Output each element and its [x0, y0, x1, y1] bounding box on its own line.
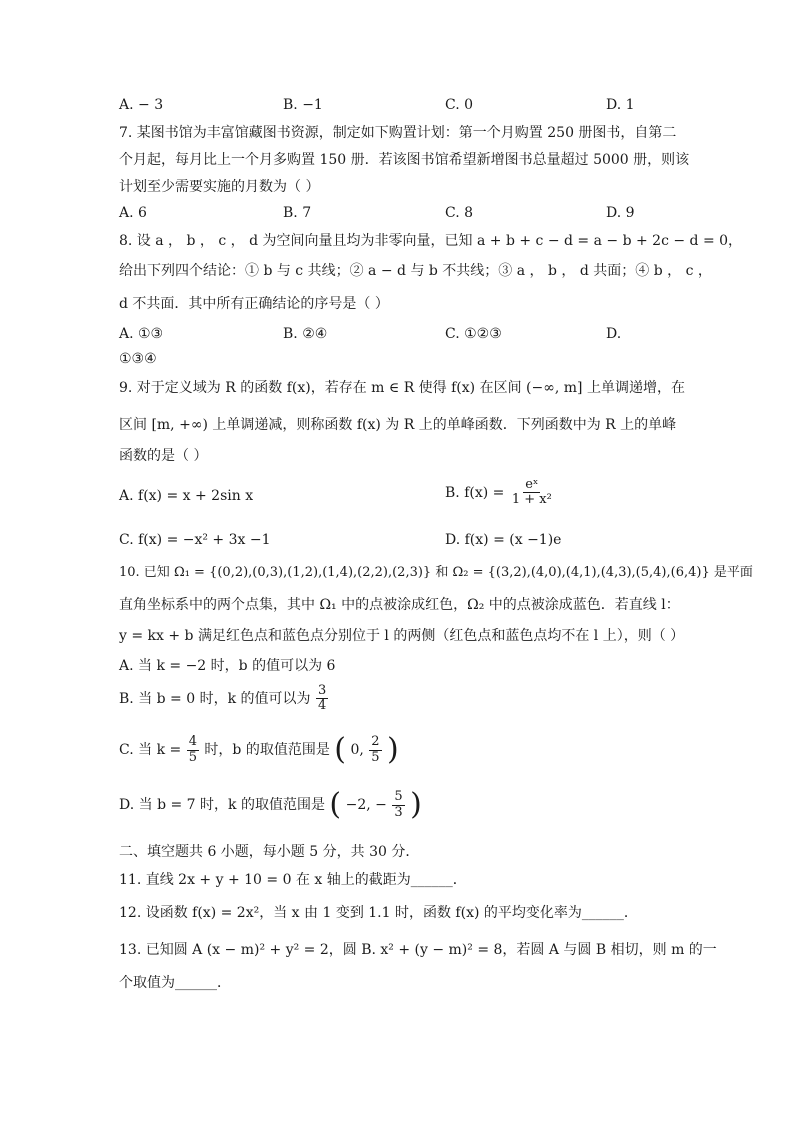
- q9-option-b: [445, 478, 555, 508]
- q7-option-b: B. 7: [283, 205, 312, 221]
- q7-line-2: 个月起，每月比上一个月多购置 150 册．若该图书馆希望新增图书总量超过 5000 册，则该: [119, 152, 690, 168]
- q8-line-2: 给出下列四个结论：① b 与 c 共线；② a − d 与 b 不共线；③ a ， b ， d 共面；④ b ， c ，: [119, 263, 712, 279]
- q10-option-a: A. 当 k = −2 时，b 的值可以为 6: [119, 658, 336, 674]
- section-2-heading: 二、填空题共 6 小题，每小题 5 分，共 30 分．: [119, 844, 420, 860]
- q10-option-c-interval-start: 0,: [350, 742, 364, 758]
- q8-option-d: D.: [606, 326, 622, 342]
- q10-option-b-denominator: 4: [317, 698, 327, 714]
- q11-line: 11. 直线 2x + y + 10 = 0 在 x 轴上的截距为______．: [119, 872, 467, 888]
- q10-line-3: y = kx + b 满足红色点和蓝色点分别位于 l 的两侧（红色点和蓝色点均不在 l 上），则（ ）: [119, 628, 685, 644]
- q10-option-c-open-paren: (: [334, 732, 347, 767]
- q9-option-b-fraction: [510, 478, 554, 508]
- q10-option-c-close-paren: ): [387, 732, 399, 767]
- q10-option-c-prefix: C. 当 k =: [119, 742, 182, 758]
- q8-option-d-continued: ①③④: [119, 351, 157, 367]
- q10-line-1: 10. 已知 Ω₁ = {(0,2),(0,3),(1,2),(1,4),(2,2),(2,3)} 和 Ω₂ = {(3,2),(4,0),(4,1),(4,3),(5,4),(6,4)} 是平面: [119, 565, 753, 580]
- q7-line-1: 7. 某图书馆为丰富馆藏图书资源，制定如下购置计划：第一个月购置 250 册图书，自第二: [119, 125, 677, 141]
- q10-option-c-middle: 时，b 的取值范围是: [204, 742, 330, 758]
- q7-option-d: D. 9: [606, 205, 635, 221]
- q9-line-1: 9. 对于定义域为 R 的函数 f(x)，若存在 m ∈ R 使得 f(x) 在区间 (−∞, m] 上单调递增，在: [119, 380, 685, 396]
- q8-line-3: d 不共面．其中所有正确结论的序号是（ ）: [119, 296, 389, 312]
- q10-option-b-fraction: [316, 684, 328, 714]
- q9-option-c: C. f(x) = −x² + 3x −1: [119, 532, 271, 548]
- q10-option-d-prefix: D. 当 b = 7 时，k 的取值范围是: [119, 797, 325, 813]
- q10-option-c-interval-denominator: 5: [371, 749, 380, 765]
- q12-line: 12. 设函数 f(x) = 2x²，当 x 由 1 变到 1.1 时，函数 f(x) 的平均变化率为______．: [119, 905, 638, 921]
- q9-option-a: A. f(x) = x + 2sin x: [119, 488, 254, 504]
- q9-option-b-denominator: 1 + x²: [511, 492, 552, 508]
- q6-option-d: D. 1: [606, 97, 635, 113]
- q10-option-d-interval-fraction: [392, 790, 404, 820]
- q10-option-c: [119, 732, 399, 767]
- q7-option-a: A. 6: [119, 205, 147, 221]
- q6-option-b: B. −1: [283, 97, 323, 113]
- q13-line-2: 个取值为______．: [119, 975, 231, 991]
- q10-option-c-interval-fraction: [369, 735, 381, 765]
- q10-option-d-interval-start: −2, −: [345, 797, 387, 813]
- q10-option-d-interval-denominator: 3: [394, 804, 403, 820]
- q10-option-d-close-paren: ): [410, 787, 422, 822]
- q6-option-c: C. 0: [445, 97, 474, 113]
- q8-line-1: 8. 设 a ， b ， c ， d 为空间向量且均为非零向量，已知 a + b + c − d = a − b + 2c − d = 0，: [119, 233, 743, 249]
- q10-option-c-interval-numerator: 2: [371, 734, 380, 750]
- q10-line-2: 直角坐标系中的两个点集，其中 Ω₁ 中的点被涂成红色，Ω₂ 中的点被涂成蓝色．若直线 l：: [119, 597, 680, 613]
- q10-option-c-k-numerator: 4: [188, 734, 197, 750]
- q10-option-c-k-fraction: [187, 735, 199, 765]
- q10-option-d: [119, 787, 422, 822]
- q10-option-d-interval-numerator: 5: [394, 789, 403, 805]
- q7-option-c: C. 8: [445, 205, 474, 221]
- q9-option-b-prefix: B. f(x) =: [445, 484, 505, 501]
- q8-option-c: C. ①②③: [445, 326, 502, 342]
- q8-option-a: A. ①③: [119, 326, 164, 342]
- q8-option-b: B. ②④: [283, 326, 328, 342]
- q6-option-a: A. − 3: [119, 97, 164, 113]
- q13-line-1: 13. 已知圆 A (x − m)² + y² = 2，圆 B. x² + (y − m)² = 8，若圆 A 与圆 B 相切，则 m 的一: [119, 942, 717, 958]
- q9-line-3: 函数的是（ ）: [119, 448, 208, 464]
- q10-option-b-numerator: 3: [317, 683, 327, 698]
- q10-option-c-k-denominator: 5: [188, 749, 197, 765]
- q10-option-b: [119, 684, 329, 714]
- q9-option-b-numerator: eˣ: [525, 477, 539, 492]
- q9-line-2: 区间 [m, +∞) 上单调递减，则称函数 f(x) 为 R 上的单峰函数．下列函数中为 R 上的单峰: [119, 417, 677, 433]
- q10-option-d-open-paren: (: [329, 787, 342, 822]
- q10-option-b-prefix: B. 当 b = 0 时，k 的值可以为: [119, 690, 311, 707]
- q9-option-d: D. f(x) = (x −1)e: [445, 532, 562, 548]
- q7-line-3: 计划至少需要实施的月数为（ ）: [119, 179, 320, 195]
